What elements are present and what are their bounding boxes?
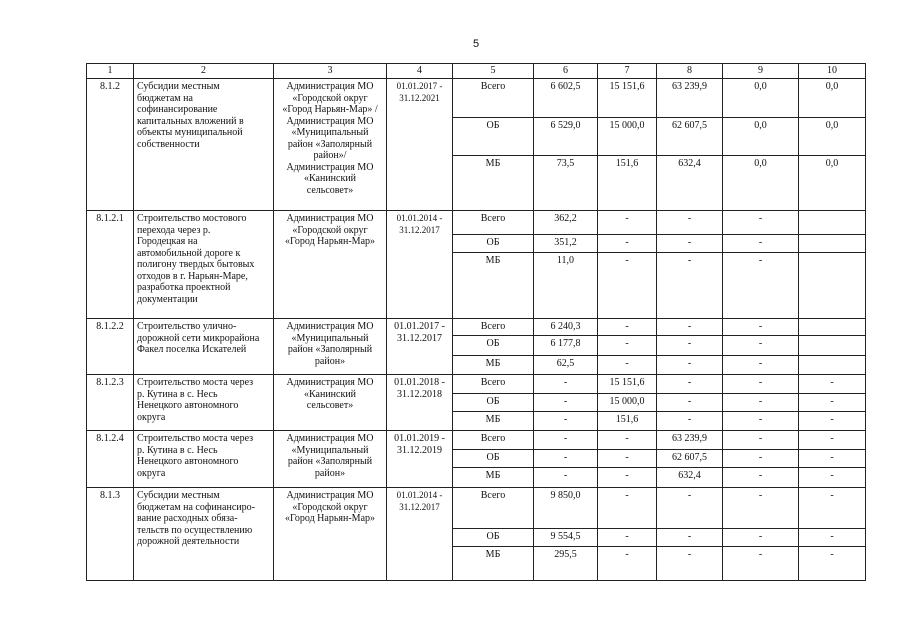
value-cell: 15 000,0	[598, 118, 657, 156]
value-cell: -	[598, 547, 657, 581]
value-cell: -	[657, 319, 723, 336]
executor-cell: Администрация МО «Муниципальный район «Заполярный район»	[274, 319, 387, 375]
value-cell: -	[723, 450, 799, 468]
value-cell: -	[598, 529, 657, 547]
value-cell: 73,5	[534, 156, 598, 211]
table-row	[87, 79, 866, 118]
executor-cell: Администрация МО «Городской округ «Город Нарьян-Мар»	[274, 211, 387, 319]
source-label: ОБ	[453, 394, 534, 412]
source-label: ОБ	[453, 336, 534, 356]
source-label: ОБ	[453, 235, 534, 253]
value-cell: 6 177,8	[534, 336, 598, 356]
value-cell: -	[598, 336, 657, 356]
table-body	[87, 79, 866, 581]
value-cell: -	[657, 253, 723, 319]
value-cell: 0,0	[723, 156, 799, 211]
row-name: Субсидии местным бюджетам на софинансиро- вание расходных обяза- тельств по осуществлению дорожной деятельности	[134, 488, 274, 581]
period-cell: 01.01.2017 - 31.12.2017	[387, 319, 453, 375]
column-header: 6	[534, 64, 598, 79]
value-cell: -	[799, 394, 866, 412]
value-cell: -	[723, 468, 799, 488]
header-row	[87, 64, 866, 79]
source-label: Всего	[453, 375, 534, 394]
row-name: Строительство моста через р. Кутина в с. Несь Ненецкого автономного округа	[134, 431, 274, 488]
table-row	[87, 488, 866, 529]
value-cell: 15 151,6	[598, 375, 657, 394]
value-cell: -	[534, 412, 598, 431]
value-cell: 15 151,6	[598, 79, 657, 118]
period-cell: 01.01.2019 - 31.12.2019	[387, 431, 453, 488]
value-cell: -	[657, 412, 723, 431]
period-cell: 01.01.2014 - 31.12.2017	[387, 211, 453, 319]
value-cell: -	[598, 211, 657, 235]
source-label: Всего	[453, 211, 534, 235]
row-name: Строительство мостового перехода через р. Городецкая на автомобильной дороге к полигону твердых бытовых отходов в г. Нарьян-Маре, разработка проектной документации	[134, 211, 274, 319]
row-name: Субсидии местным бюджетам на софинансирование капитальных вложений в объекты муниципальной собственности	[134, 79, 274, 211]
value-cell	[799, 235, 866, 253]
row-code: 8.1.2	[87, 79, 134, 211]
value-cell: -	[657, 529, 723, 547]
value-cell: -	[598, 450, 657, 468]
value-cell: 6 240,3	[534, 319, 598, 336]
value-cell: -	[657, 547, 723, 581]
value-cell: 63 239,9	[657, 79, 723, 118]
value-cell: -	[723, 356, 799, 375]
row-code: 8.1.3	[87, 488, 134, 581]
value-cell: -	[598, 488, 657, 529]
source-label: ОБ	[453, 118, 534, 156]
column-header: 3	[274, 64, 387, 79]
budget-table	[86, 63, 866, 581]
value-cell: 295,5	[534, 547, 598, 581]
value-cell: -	[723, 529, 799, 547]
source-label: ОБ	[453, 450, 534, 468]
period-cell: 01.01.2017 - 31.12.2021	[387, 79, 453, 211]
value-cell: 0,0	[799, 79, 866, 118]
source-label: МБ	[453, 412, 534, 431]
table-row	[87, 431, 866, 450]
value-cell: -	[723, 253, 799, 319]
value-cell: -	[723, 319, 799, 336]
value-cell: -	[598, 356, 657, 375]
value-cell: -	[657, 336, 723, 356]
value-cell: -	[598, 319, 657, 336]
executor-cell: Администрация МО «Городской округ «Город Нарьян-Мар»	[274, 488, 387, 581]
source-label: МБ	[453, 356, 534, 375]
value-cell: 63 239,9	[657, 431, 723, 450]
value-cell: -	[657, 235, 723, 253]
page-number: 5	[472, 38, 480, 50]
executor-cell: Администрация МО «Городской округ «Город Нарьян-Мар» / Администрация МО «Муниципальный район «Заполярный район»/ Администрация МО «Канинский сельсовет»	[274, 79, 387, 211]
value-cell: -	[657, 394, 723, 412]
table-row	[87, 375, 866, 394]
value-cell: -	[799, 468, 866, 488]
value-cell: 9 850,0	[534, 488, 598, 529]
value-cell: -	[657, 488, 723, 529]
value-cell: 6 602,5	[534, 79, 598, 118]
value-cell: -	[598, 468, 657, 488]
period-cell: 01.01.2018 - 31.12.2018	[387, 375, 453, 431]
value-cell: 0,0	[723, 118, 799, 156]
column-header: 2	[134, 64, 274, 79]
value-cell: 362,2	[534, 211, 598, 235]
value-cell: -	[598, 235, 657, 253]
value-cell: 0,0	[723, 79, 799, 118]
value-cell: -	[799, 547, 866, 581]
table-row	[87, 211, 866, 235]
row-name: Строительство улично- дорожной сети микрорайона Факел поселка Искателей	[134, 319, 274, 375]
value-cell: -	[723, 375, 799, 394]
column-header: 1	[87, 64, 134, 79]
value-cell: -	[723, 431, 799, 450]
row-code: 8.1.2.2	[87, 319, 134, 375]
executor-cell: Администрация МО «Канинский сельсовет»	[274, 375, 387, 431]
column-header: 7	[598, 64, 657, 79]
source-label: Всего	[453, 431, 534, 450]
value-cell: 632,4	[657, 468, 723, 488]
executor-cell: Администрация МО «Муниципальный район «Заполярный район»	[274, 431, 387, 488]
value-cell: 15 000,0	[598, 394, 657, 412]
value-cell	[799, 319, 866, 336]
value-cell: -	[657, 375, 723, 394]
value-cell: -	[598, 431, 657, 450]
value-cell: -	[657, 211, 723, 235]
value-cell: -	[657, 356, 723, 375]
value-cell: -	[723, 235, 799, 253]
value-cell: -	[799, 375, 866, 394]
column-header: 9	[723, 64, 799, 79]
value-cell	[799, 336, 866, 356]
value-cell: -	[799, 529, 866, 547]
column-header: 8	[657, 64, 723, 79]
source-label: ОБ	[453, 529, 534, 547]
source-label: Всего	[453, 79, 534, 118]
value-cell: -	[723, 547, 799, 581]
source-label: МБ	[453, 547, 534, 581]
value-cell	[799, 211, 866, 235]
table-row	[87, 319, 866, 336]
value-cell: -	[534, 431, 598, 450]
value-cell: 9 554,5	[534, 529, 598, 547]
row-name: Строительство моста через р. Кутина в с. Несь Ненецкого автономного округа	[134, 375, 274, 431]
value-cell: 351,2	[534, 235, 598, 253]
value-cell: 0,0	[799, 156, 866, 211]
value-cell: -	[723, 211, 799, 235]
source-label: МБ	[453, 156, 534, 211]
value-cell: -	[723, 412, 799, 431]
value-cell: 151,6	[598, 412, 657, 431]
column-header: 4	[387, 64, 453, 79]
column-header: 10	[799, 64, 866, 79]
source-label: МБ	[453, 253, 534, 319]
value-cell: -	[534, 394, 598, 412]
row-code: 8.1.2.4	[87, 431, 134, 488]
value-cell: -	[723, 394, 799, 412]
value-cell: -	[799, 450, 866, 468]
value-cell: -	[799, 488, 866, 529]
value-cell: -	[723, 336, 799, 356]
value-cell: -	[598, 253, 657, 319]
value-cell: -	[799, 431, 866, 450]
value-cell: 6 529,0	[534, 118, 598, 156]
value-cell: 151,6	[598, 156, 657, 211]
value-cell: 632,4	[657, 156, 723, 211]
source-label: МБ	[453, 468, 534, 488]
value-cell: -	[534, 468, 598, 488]
value-cell: -	[799, 412, 866, 431]
value-cell: 62 607,5	[657, 450, 723, 468]
period-cell: 01.01.2014 - 31.12.2017	[387, 488, 453, 581]
value-cell	[799, 356, 866, 375]
value-cell: -	[723, 488, 799, 529]
row-code: 8.1.2.3	[87, 375, 134, 431]
row-code: 8.1.2.1	[87, 211, 134, 319]
value-cell: 62,5	[534, 356, 598, 375]
value-cell: 62 607,5	[657, 118, 723, 156]
value-cell: 0,0	[799, 118, 866, 156]
value-cell: 11,0	[534, 253, 598, 319]
value-cell	[799, 253, 866, 319]
column-header: 5	[453, 64, 534, 79]
value-cell: -	[534, 450, 598, 468]
value-cell: -	[534, 375, 598, 394]
source-label: Всего	[453, 319, 534, 336]
source-label: Всего	[453, 488, 534, 529]
